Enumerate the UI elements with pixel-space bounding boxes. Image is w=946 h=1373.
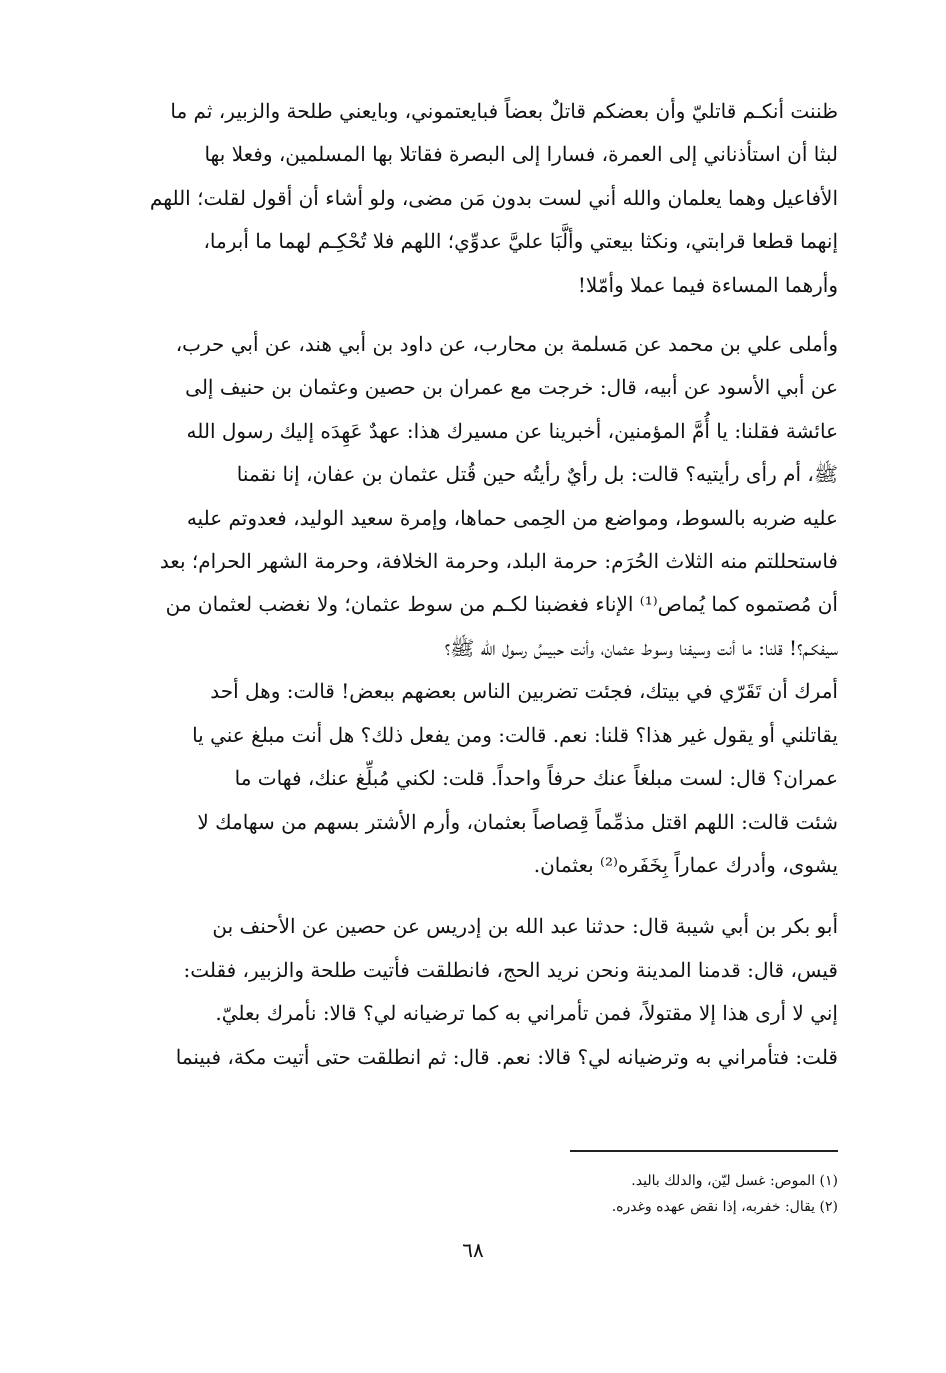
text-line: يشوى، وأدرك عماراً بِخَفَره⁽²⁾ بعثمان. <box>533 852 838 877</box>
text-line: سيفكـم؟! قلنا: ما أنت وسيفنا وسوط عثمان، وأنت حبيسُ رسول الله ﷺ؟ <box>444 635 838 660</box>
footnote-2: (٢) يقال: خفربه، إذا نقض عهده وغدره. <box>611 1199 838 1215</box>
text-line: وأملى علي بن محمد عن مَسلمة بن محارب، عن داود بن أبي هند، عن أبي حرب، <box>175 332 838 357</box>
text-line: أبو بكر بن أبي شيبة قال: حدثنا عبد الله بن إدريس عن حصين عن الأحنف بن <box>212 914 838 939</box>
text-line: الأفاعيل وهما يعلمان والله أني لست بدون مَن مضى، ولو أشاء أن أقول لقلت؛ اللهم <box>149 185 838 210</box>
text-line: أمرك أن تَقَرّي في بيتك، فجئت تضربين الناس بعضهم ببعض! قالت: وهل أحد <box>210 679 838 704</box>
text-line: وأرهما المساءة فيما عملا وأمّلا! <box>577 272 838 297</box>
footnotes <box>400 1168 838 1220</box>
paragraph-3 <box>108 905 838 1079</box>
text-line: قيس، قال: قدمنا المدينة ونحن نريد الحج، فانطلقت فأتيت طلحة والزبير، فقلت: <box>183 957 838 982</box>
page-number: ٦٨ <box>462 1238 484 1262</box>
text-line: أن مُصتموه كما يُماص⁽¹⁾ الإناء فغضبنا لكـم من سوط عثمان؛ ولا نغضب لعثمان من <box>165 592 838 617</box>
text-line: إنهما قطعا قرابتي، ونكثا بيعتي وألَّبَا عليَّ عدوِّي؛ اللهم فلا تُحْكِـم لهما ما أبرما، <box>203 229 838 254</box>
text-line: فاستحللتم منه الثلاث الحُرَم: حرمة البلد، وحرمة الخلافة، وحرمة الشهر الحرام؛ بعد <box>159 549 838 574</box>
text-line: قلت: فتأمراني به وترضيانه لي؟ قالا: نعم. قال: ثم انطلقت حتى أتيت مكة، فبينما <box>175 1044 838 1069</box>
page-body <box>108 90 838 1079</box>
text-line: عن أبي الأسود عن أبيه، قال: خرجت مع عمران بن حصين وعثمان بن حنيف إلى <box>185 375 838 400</box>
text-line: عليه ضربه بالسوط، ومواضع من الحِمى حماها، وإمرة سعيد الوليد، فعدوتم عليه <box>186 505 838 530</box>
text-line: إني لا أرى هذا إلا مقتولاً، فمن تأمراني به كما ترضيانه لي؟ قالا: نأمرك بعليّ. <box>215 1001 838 1026</box>
paragraph-1 <box>108 90 838 307</box>
paragraph-2 <box>108 323 838 887</box>
text-line: ظننت أنكـم قاتليّ وأن بعضكم قاتلٌ بعضاً فبايعتموني، وبايعني طلحة والزبير، ثم ما <box>170 99 838 123</box>
text-line: يقاتلني أو يقول غير هذا؟ قلنا: نعم. قالت: ومن يفعل ذلك؟ هل أنت مبلغ عني يا <box>192 722 838 747</box>
footnote-1: (١) الموص: غسل ليّن، والدلك باليد. <box>631 1173 838 1189</box>
text-line: لبثا أن استأذناني إلى العمرة، فسارا إلى البصرة فقاتلا بها المسلمين، وفعلا بها <box>204 142 838 167</box>
footnote-divider <box>570 1150 838 1152</box>
text-line: ﷺ، أم رأى رأيتيه؟ قالت: بل رأيٌ رأيتُه حين قُتل عثمان بن عفان، إنا نقمنا <box>236 462 838 487</box>
text-line: شئت قالت: اللهم اقتل مذمِّماً قِصاصاً بعثمان، وأرم الأشتر بسهم من سهامك لا <box>197 809 838 834</box>
text-line: عمران؟ قال: لست مبلغاً عنك حرفاً واحداً. قلت: لكني مُبلِّغ عنك، فهات ما <box>234 766 838 791</box>
text-line: عائشة فقلنا: يا أُمَّ المؤمنين، أخبرينا عن مسيرك هذا: عهدٌ عَهِدَه إليك رسول الله <box>186 418 838 443</box>
